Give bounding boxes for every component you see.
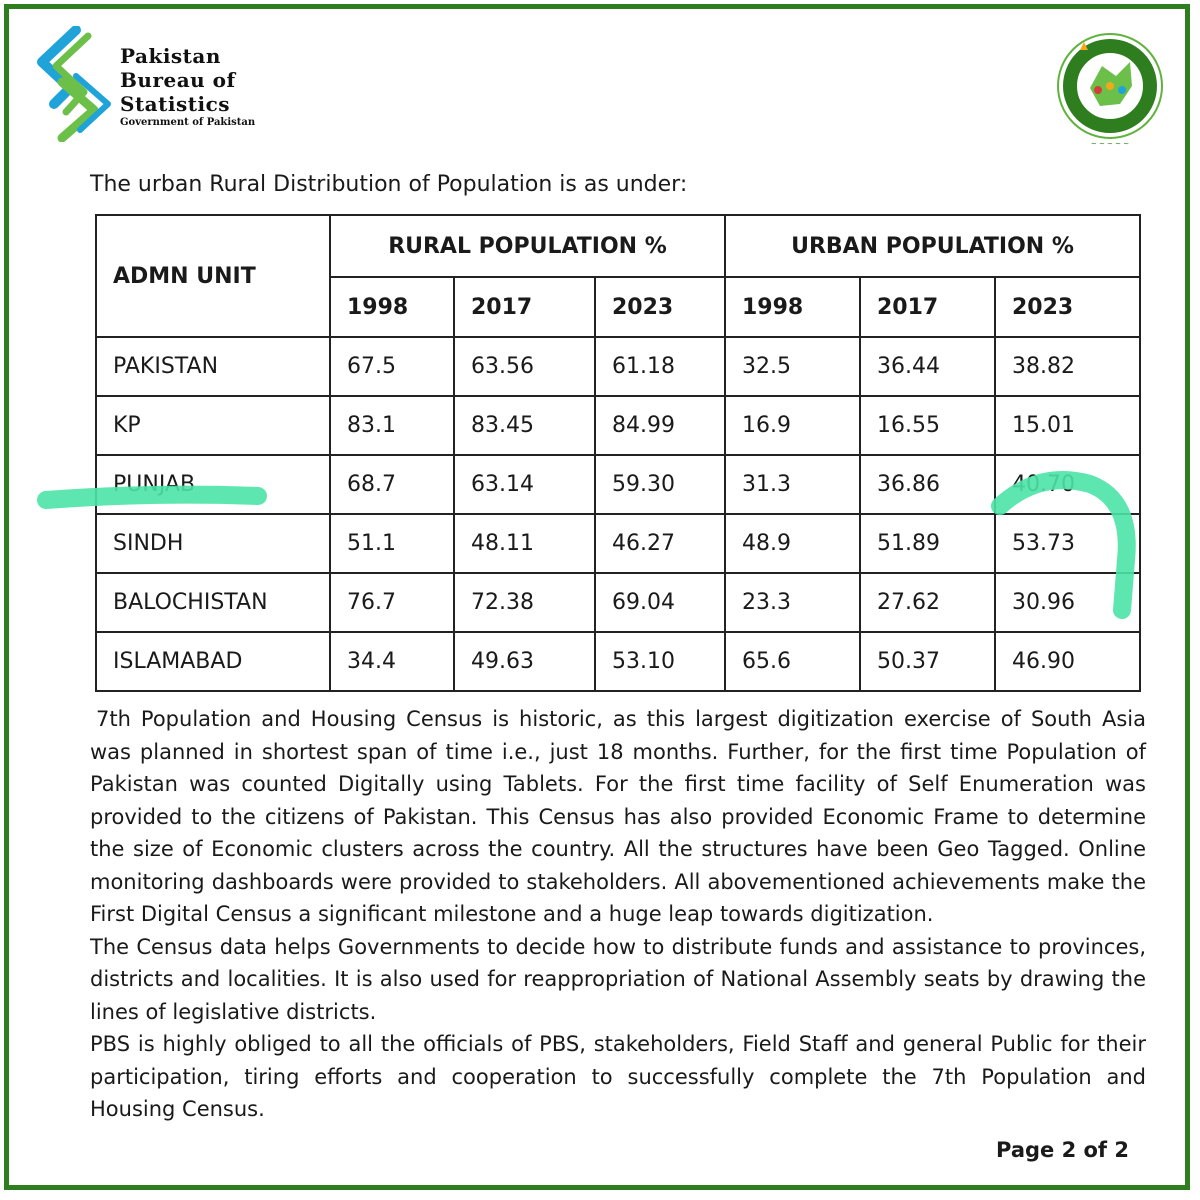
table-group-header-row: [96, 215, 1140, 277]
value-cell: 40.70: [995, 455, 1140, 514]
value-cell: 59.30: [595, 455, 725, 514]
value-cell: 31.3: [725, 455, 860, 514]
svg-text:~ ~ ~ ~ ~: ~ ~ ~ ~ ~: [1090, 140, 1130, 148]
paragraph: PBS is highly obliged to all the officials of PBS, stakeholders, Field Staff and general Public for their participation, tiring efforts and cooperation to successfully complete the 7th Population and Housing Census.: [90, 1032, 1146, 1121]
value-cell: 84.99: [595, 396, 725, 455]
table-row: [96, 632, 1140, 691]
table-row: [96, 455, 1140, 514]
value-cell: 83.45: [454, 396, 595, 455]
value-cell: 61.18: [595, 337, 725, 396]
value-cell: 72.38: [454, 573, 595, 632]
value-cell: 51.1: [330, 514, 454, 573]
value-cell: 32.5: [725, 337, 860, 396]
value-cell: 48.9: [725, 514, 860, 573]
admn-unit-cell: BALOCHISTAN: [96, 573, 330, 632]
value-cell: 49.63: [454, 632, 595, 691]
table-row: [96, 337, 1140, 396]
year-header: 2017: [454, 277, 595, 337]
value-cell: 46.90: [995, 632, 1140, 691]
year-header: 2023: [595, 277, 725, 337]
value-cell: 65.6: [725, 632, 860, 691]
value-cell: 16.55: [860, 396, 995, 455]
value-cell: 63.56: [454, 337, 595, 396]
year-header: 1998: [330, 277, 454, 337]
org-name-line2: Bureau of: [120, 68, 236, 92]
digital-census-logo: [1050, 26, 1176, 152]
value-cell: 83.1: [330, 396, 454, 455]
year-header: 2023: [995, 277, 1140, 337]
pbs-logo: [28, 26, 268, 146]
value-cell: 53.73: [995, 514, 1140, 573]
org-name-line3: Statistics: [120, 92, 231, 116]
org-name-line1: Pakistan: [120, 44, 221, 68]
value-cell: 23.3: [725, 573, 860, 632]
value-cell: 69.04: [595, 573, 725, 632]
value-cell: 38.82: [995, 337, 1140, 396]
value-cell: 50.37: [860, 632, 995, 691]
body-text: [90, 703, 1146, 1126]
table-row: [96, 396, 1140, 455]
value-cell: 15.01: [995, 396, 1140, 455]
admn-unit-cell: SINDH: [96, 514, 330, 573]
rural-population-header: RURAL POPULATION %: [330, 215, 725, 277]
pbs-emblem-icon: [28, 26, 128, 142]
value-cell: 36.44: [860, 337, 995, 396]
year-header: 1998: [725, 277, 860, 337]
urban-population-header: URBAN POPULATION %: [725, 215, 1140, 277]
admn-unit-cell: PUNJAB: [96, 455, 330, 514]
value-cell: 67.5: [330, 337, 454, 396]
admn-unit-cell: ISLAMABAD: [96, 632, 330, 691]
page-number: Page 2 of 2: [996, 1138, 1129, 1162]
value-cell: 16.9: [725, 396, 860, 455]
value-cell: 34.4: [330, 632, 454, 691]
admn-unit-header: ADMN UNIT: [96, 215, 330, 337]
value-cell: 51.89: [860, 514, 995, 573]
value-cell: 27.62: [860, 573, 995, 632]
admn-unit-cell: KP: [96, 396, 330, 455]
value-cell: 30.96: [995, 573, 1140, 632]
population-distribution-table: [95, 214, 1141, 692]
value-cell: 53.10: [595, 632, 725, 691]
year-header: 2017: [860, 277, 995, 337]
value-cell: 68.7: [330, 455, 454, 514]
table-row: [96, 514, 1140, 573]
paragraph: 7th Population and Housing Census is historic, as this largest digitization exercise of South Asia was planned in shortest span of time i.e., just 18 months. Further, for the first time Population of Pakistan was counted Digitally using Tablets. For the first time facility of Self Enumeration was provided to the citizens of Pakistan. This Census has also provided Economic Frame to determine the size of Economic clusters across the country. All the structures have been Geo Tagged. Online monitoring dashboards were provided to stakeholders. All abovementioned achievements make the First Digital Census a significant milestone and a huge leap towards digitization.: [90, 707, 1146, 926]
paragraph: The Census data helps Governments to decide how to distribute funds and assistance to provinces, districts and localities. It is also used for reappropriation of National Assembly seats by drawing the lines of legislative districts.: [90, 934, 1146, 1024]
value-cell: 48.11: [454, 514, 595, 573]
pbs-wordmark: [120, 44, 255, 130]
intro-text: The urban Rural Distribution of Population is as under:: [90, 172, 688, 197]
value-cell: 46.27: [595, 514, 725, 573]
value-cell: 63.14: [454, 455, 595, 514]
value-cell: 76.7: [330, 573, 454, 632]
org-subtitle: Government of Pakistan: [120, 117, 256, 128]
admn-unit-cell: PAKISTAN: [96, 337, 330, 396]
value-cell: 36.86: [860, 455, 995, 514]
table-row: [96, 573, 1140, 632]
